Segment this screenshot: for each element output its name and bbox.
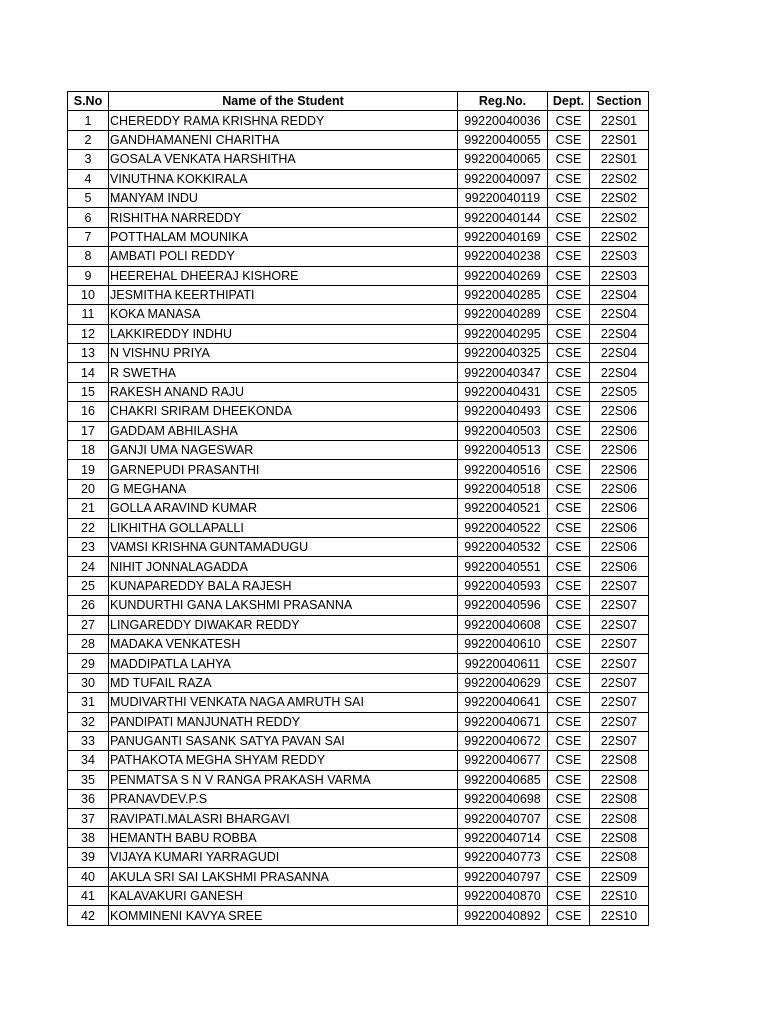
cell-dept: CSE (548, 247, 590, 266)
table-row (68, 848, 649, 867)
cell-section: 22S06 (590, 441, 649, 460)
cell-sno: 15 (68, 382, 109, 401)
cell-student-name: GOSALA VENKATA HARSHITHA (109, 150, 458, 169)
table-row (68, 266, 649, 285)
cell-dept: CSE (548, 693, 590, 712)
cell-dept: CSE (548, 770, 590, 789)
cell-reg-no: 99220040677 (458, 751, 548, 770)
cell-student-name: LIKHITHA GOLLAPALLI (109, 518, 458, 537)
cell-reg-no: 99220040513 (458, 441, 548, 460)
cell-student-name: GARNEPUDI PRASANTHI (109, 460, 458, 479)
cell-reg-no: 99220040698 (458, 790, 548, 809)
cell-section: 22S01 (590, 130, 649, 149)
cell-reg-no: 99220040773 (458, 848, 548, 867)
cell-student-name: RAVIPATI.MALASRI BHARGAVI (109, 809, 458, 828)
cell-sno: 16 (68, 402, 109, 421)
cell-reg-no: 99220040238 (458, 247, 548, 266)
cell-dept: CSE (548, 654, 590, 673)
cell-student-name: PRANAVDEV.P.S (109, 790, 458, 809)
cell-section: 22S06 (590, 402, 649, 421)
cell-section: 22S07 (590, 712, 649, 731)
cell-section: 22S07 (590, 731, 649, 750)
cell-reg-no: 99220040055 (458, 130, 548, 149)
cell-dept: CSE (548, 848, 590, 867)
table-row (68, 188, 649, 207)
table-row (68, 867, 649, 886)
cell-section: 22S01 (590, 111, 649, 130)
cell-reg-no: 99220040097 (458, 169, 548, 188)
cell-section: 22S06 (590, 537, 649, 556)
cell-sno: 6 (68, 208, 109, 227)
cell-dept: CSE (548, 809, 590, 828)
cell-sno: 18 (68, 441, 109, 460)
cell-sno: 11 (68, 305, 109, 324)
cell-sno: 38 (68, 828, 109, 847)
table-row (68, 479, 649, 498)
cell-sno: 23 (68, 537, 109, 556)
cell-sno: 41 (68, 887, 109, 906)
cell-section: 22S10 (590, 906, 649, 925)
cell-reg-no: 99220040065 (458, 150, 548, 169)
cell-reg-no: 99220040295 (458, 324, 548, 343)
cell-student-name: GOLLA ARAVIND KUMAR (109, 499, 458, 518)
cell-section: 22S07 (590, 654, 649, 673)
table-row (68, 751, 649, 770)
cell-section: 22S08 (590, 751, 649, 770)
cell-section: 22S04 (590, 285, 649, 304)
cell-student-name: GANDHAMANENI CHARITHA (109, 130, 458, 149)
table-row (68, 344, 649, 363)
cell-reg-no: 99220040629 (458, 673, 548, 692)
cell-reg-no: 99220040797 (458, 867, 548, 886)
cell-sno: 37 (68, 809, 109, 828)
table-row (68, 537, 649, 556)
cell-sno: 24 (68, 557, 109, 576)
cell-reg-no: 99220040870 (458, 887, 548, 906)
cell-student-name: NIHIT JONNALAGADDA (109, 557, 458, 576)
cell-student-name: R SWETHA (109, 363, 458, 382)
cell-sno: 26 (68, 596, 109, 615)
cell-dept: CSE (548, 576, 590, 595)
cell-reg-no: 99220040522 (458, 518, 548, 537)
table-row (68, 615, 649, 634)
table-row (68, 324, 649, 343)
cell-section: 22S02 (590, 169, 649, 188)
cell-student-name: KOKA MANASA (109, 305, 458, 324)
cell-section: 22S02 (590, 208, 649, 227)
table-row (68, 111, 649, 130)
table-row (68, 285, 649, 304)
table-row (68, 402, 649, 421)
table-row (68, 906, 649, 925)
cell-reg-no: 99220040596 (458, 596, 548, 615)
cell-sno: 39 (68, 848, 109, 867)
cell-dept: CSE (548, 305, 590, 324)
cell-dept: CSE (548, 887, 590, 906)
table-row (68, 247, 649, 266)
table-row (68, 887, 649, 906)
cell-dept: CSE (548, 188, 590, 207)
table-row (68, 654, 649, 673)
cell-dept: CSE (548, 751, 590, 770)
cell-student-name: AKULA SRI SAI LAKSHMI PRASANNA (109, 867, 458, 886)
cell-dept: CSE (548, 266, 590, 285)
cell-reg-no: 99220040325 (458, 344, 548, 363)
cell-section: 22S07 (590, 693, 649, 712)
cell-dept: CSE (548, 111, 590, 130)
cell-dept: CSE (548, 382, 590, 401)
table-row (68, 169, 649, 188)
cell-dept: CSE (548, 421, 590, 440)
cell-student-name: KOMMINENI KAVYA SREE (109, 906, 458, 925)
table-row (68, 460, 649, 479)
cell-sno: 34 (68, 751, 109, 770)
cell-student-name: VINUTHNA KOKKIRALA (109, 169, 458, 188)
cell-sno: 42 (68, 906, 109, 925)
cell-reg-no: 99220040431 (458, 382, 548, 401)
cell-student-name: KUNAPAREDDY BALA RAJESH (109, 576, 458, 595)
table-row (68, 441, 649, 460)
table-row (68, 809, 649, 828)
cell-sno: 14 (68, 363, 109, 382)
table-row (68, 518, 649, 537)
cell-student-name: HEMANTH BABU ROBBA (109, 828, 458, 847)
cell-student-name: G MEGHANA (109, 479, 458, 498)
cell-reg-no: 99220040610 (458, 634, 548, 653)
cell-sno: 10 (68, 285, 109, 304)
header-sno: S.No (68, 92, 109, 111)
cell-section: 22S10 (590, 887, 649, 906)
table-row (68, 673, 649, 692)
cell-sno: 21 (68, 499, 109, 518)
cell-sno: 33 (68, 731, 109, 750)
cell-reg-no: 99220040608 (458, 615, 548, 634)
cell-sno: 20 (68, 479, 109, 498)
header-row (68, 92, 649, 111)
cell-student-name: AMBATI POLI REDDY (109, 247, 458, 266)
cell-student-name: GANJI UMA NAGESWAR (109, 441, 458, 460)
cell-sno: 19 (68, 460, 109, 479)
cell-reg-no: 99220040593 (458, 576, 548, 595)
table-row (68, 634, 649, 653)
cell-sno: 8 (68, 247, 109, 266)
cell-reg-no: 99220040532 (458, 537, 548, 556)
cell-section: 22S06 (590, 499, 649, 518)
cell-section: 22S07 (590, 673, 649, 692)
cell-sno: 2 (68, 130, 109, 149)
table-row (68, 596, 649, 615)
cell-sno: 22 (68, 518, 109, 537)
cell-student-name: N VISHNU PRIYA (109, 344, 458, 363)
cell-dept: CSE (548, 712, 590, 731)
cell-sno: 32 (68, 712, 109, 731)
table-row (68, 731, 649, 750)
cell-dept: CSE (548, 479, 590, 498)
cell-dept: CSE (548, 828, 590, 847)
cell-section: 22S01 (590, 150, 649, 169)
cell-student-name: VAMSI KRISHNA GUNTAMADUGU (109, 537, 458, 556)
cell-dept: CSE (548, 906, 590, 925)
cell-student-name: GADDAM ABHILASHA (109, 421, 458, 440)
table-row (68, 421, 649, 440)
table-row (68, 770, 649, 789)
cell-student-name: PENMATSA S N V RANGA PRAKASH VARMA (109, 770, 458, 789)
cell-sno: 35 (68, 770, 109, 789)
cell-sno: 12 (68, 324, 109, 343)
table-row (68, 499, 649, 518)
cell-sno: 3 (68, 150, 109, 169)
cell-sno: 25 (68, 576, 109, 595)
cell-dept: CSE (548, 150, 590, 169)
header-section: Section (590, 92, 649, 111)
cell-reg-no: 99220040516 (458, 460, 548, 479)
cell-reg-no: 99220040503 (458, 421, 548, 440)
cell-reg-no: 99220040493 (458, 402, 548, 421)
header-name: Name of the Student (109, 92, 458, 111)
cell-section: 22S07 (590, 634, 649, 653)
table-row (68, 363, 649, 382)
table-row (68, 576, 649, 595)
cell-section: 22S06 (590, 557, 649, 576)
cell-reg-no: 99220040611 (458, 654, 548, 673)
cell-sno: 29 (68, 654, 109, 673)
table-row (68, 227, 649, 246)
cell-student-name: MUDIVARTHI VENKATA NAGA AMRUTH SAI (109, 693, 458, 712)
table-row (68, 790, 649, 809)
cell-dept: CSE (548, 499, 590, 518)
cell-dept: CSE (548, 537, 590, 556)
cell-dept: CSE (548, 867, 590, 886)
cell-section: 22S08 (590, 790, 649, 809)
cell-section: 22S04 (590, 305, 649, 324)
cell-student-name: PANDIPATI MANJUNATH REDDY (109, 712, 458, 731)
cell-section: 22S08 (590, 809, 649, 828)
table-row (68, 208, 649, 227)
cell-reg-no: 99220040036 (458, 111, 548, 130)
cell-dept: CSE (548, 441, 590, 460)
cell-reg-no: 99220040707 (458, 809, 548, 828)
cell-dept: CSE (548, 227, 590, 246)
table-row (68, 305, 649, 324)
cell-student-name: RAKESH ANAND RAJU (109, 382, 458, 401)
cell-reg-no: 99220040285 (458, 285, 548, 304)
cell-section: 22S07 (590, 615, 649, 634)
cell-reg-no: 99220040551 (458, 557, 548, 576)
table-row (68, 712, 649, 731)
cell-student-name: LINGAREDDY DIWAKAR REDDY (109, 615, 458, 634)
cell-reg-no: 99220040169 (458, 227, 548, 246)
cell-student-name: HEEREHAL DHEERAJ KISHORE (109, 266, 458, 285)
cell-dept: CSE (548, 324, 590, 343)
cell-student-name: LAKKIREDDY INDHU (109, 324, 458, 343)
cell-dept: CSE (548, 557, 590, 576)
cell-section: 22S08 (590, 848, 649, 867)
cell-student-name: CHEREDDY RAMA KRISHNA REDDY (109, 111, 458, 130)
cell-student-name: MANYAM INDU (109, 188, 458, 207)
cell-student-name: CHAKRI SRIRAM DHEEKONDA (109, 402, 458, 421)
cell-reg-no: 99220040518 (458, 479, 548, 498)
cell-dept: CSE (548, 130, 590, 149)
cell-student-name: POTTHALAM MOUNIKA (109, 227, 458, 246)
cell-reg-no: 99220040347 (458, 363, 548, 382)
cell-section: 22S09 (590, 867, 649, 886)
cell-student-name: MADDIPATLA LAHYA (109, 654, 458, 673)
cell-sno: 17 (68, 421, 109, 440)
table-row (68, 693, 649, 712)
cell-reg-no: 99220040119 (458, 188, 548, 207)
header-reg-no: Reg.No. (458, 92, 548, 111)
cell-section: 22S08 (590, 828, 649, 847)
cell-student-name: JESMITHA KEERTHIPATI (109, 285, 458, 304)
student-table (67, 91, 649, 926)
cell-dept: CSE (548, 615, 590, 634)
cell-sno: 28 (68, 634, 109, 653)
cell-reg-no: 99220040714 (458, 828, 548, 847)
cell-dept: CSE (548, 790, 590, 809)
table-row (68, 150, 649, 169)
cell-sno: 9 (68, 266, 109, 285)
cell-dept: CSE (548, 518, 590, 537)
cell-dept: CSE (548, 285, 590, 304)
cell-dept: CSE (548, 596, 590, 615)
cell-reg-no: 99220040289 (458, 305, 548, 324)
cell-section: 22S02 (590, 227, 649, 246)
cell-section: 22S04 (590, 324, 649, 343)
cell-reg-no: 99220040641 (458, 693, 548, 712)
cell-student-name: PATHAKOTA MEGHA SHYAM REDDY (109, 751, 458, 770)
cell-dept: CSE (548, 634, 590, 653)
table-row (68, 130, 649, 149)
cell-student-name: RISHITHA NARREDDY (109, 208, 458, 227)
cell-sno: 13 (68, 344, 109, 363)
table-row (68, 382, 649, 401)
cell-dept: CSE (548, 208, 590, 227)
cell-section: 22S03 (590, 266, 649, 285)
table-header (68, 92, 649, 111)
cell-section: 22S06 (590, 460, 649, 479)
cell-dept: CSE (548, 460, 590, 479)
cell-sno: 36 (68, 790, 109, 809)
cell-reg-no: 99220040269 (458, 266, 548, 285)
cell-sno: 7 (68, 227, 109, 246)
cell-reg-no: 99220040672 (458, 731, 548, 750)
cell-section: 22S02 (590, 188, 649, 207)
cell-dept: CSE (548, 363, 590, 382)
cell-reg-no: 99220040892 (458, 906, 548, 925)
cell-reg-no: 99220040144 (458, 208, 548, 227)
cell-section: 22S05 (590, 382, 649, 401)
cell-sno: 1 (68, 111, 109, 130)
cell-student-name: MD TUFAIL RAZA (109, 673, 458, 692)
cell-dept: CSE (548, 731, 590, 750)
table-row (68, 828, 649, 847)
table-body (68, 111, 649, 925)
table-row (68, 557, 649, 576)
cell-sno: 31 (68, 693, 109, 712)
cell-student-name: KUNDURTHI GANA LAKSHMI PRASANNA (109, 596, 458, 615)
cell-dept: CSE (548, 673, 590, 692)
cell-student-name: PANUGANTI SASANK SATYA PAVAN SAI (109, 731, 458, 750)
cell-section: 22S07 (590, 576, 649, 595)
cell-student-name: KALAVAKURI GANESH (109, 887, 458, 906)
cell-reg-no: 99220040521 (458, 499, 548, 518)
cell-sno: 5 (68, 188, 109, 207)
cell-sno: 40 (68, 867, 109, 886)
cell-section: 22S08 (590, 770, 649, 789)
cell-section: 22S07 (590, 596, 649, 615)
cell-section: 22S06 (590, 518, 649, 537)
cell-section: 22S06 (590, 479, 649, 498)
cell-dept: CSE (548, 344, 590, 363)
cell-section: 22S06 (590, 421, 649, 440)
cell-student-name: VIJAYA KUMARI YARRAGUDI (109, 848, 458, 867)
cell-sno: 27 (68, 615, 109, 634)
cell-dept: CSE (548, 169, 590, 188)
cell-reg-no: 99220040671 (458, 712, 548, 731)
cell-section: 22S04 (590, 363, 649, 382)
cell-student-name: MADAKA VENKATESH (109, 634, 458, 653)
header-dept: Dept. (548, 92, 590, 111)
cell-section: 22S03 (590, 247, 649, 266)
cell-reg-no: 99220040685 (458, 770, 548, 789)
cell-dept: CSE (548, 402, 590, 421)
cell-sno: 30 (68, 673, 109, 692)
cell-section: 22S04 (590, 344, 649, 363)
cell-sno: 4 (68, 169, 109, 188)
